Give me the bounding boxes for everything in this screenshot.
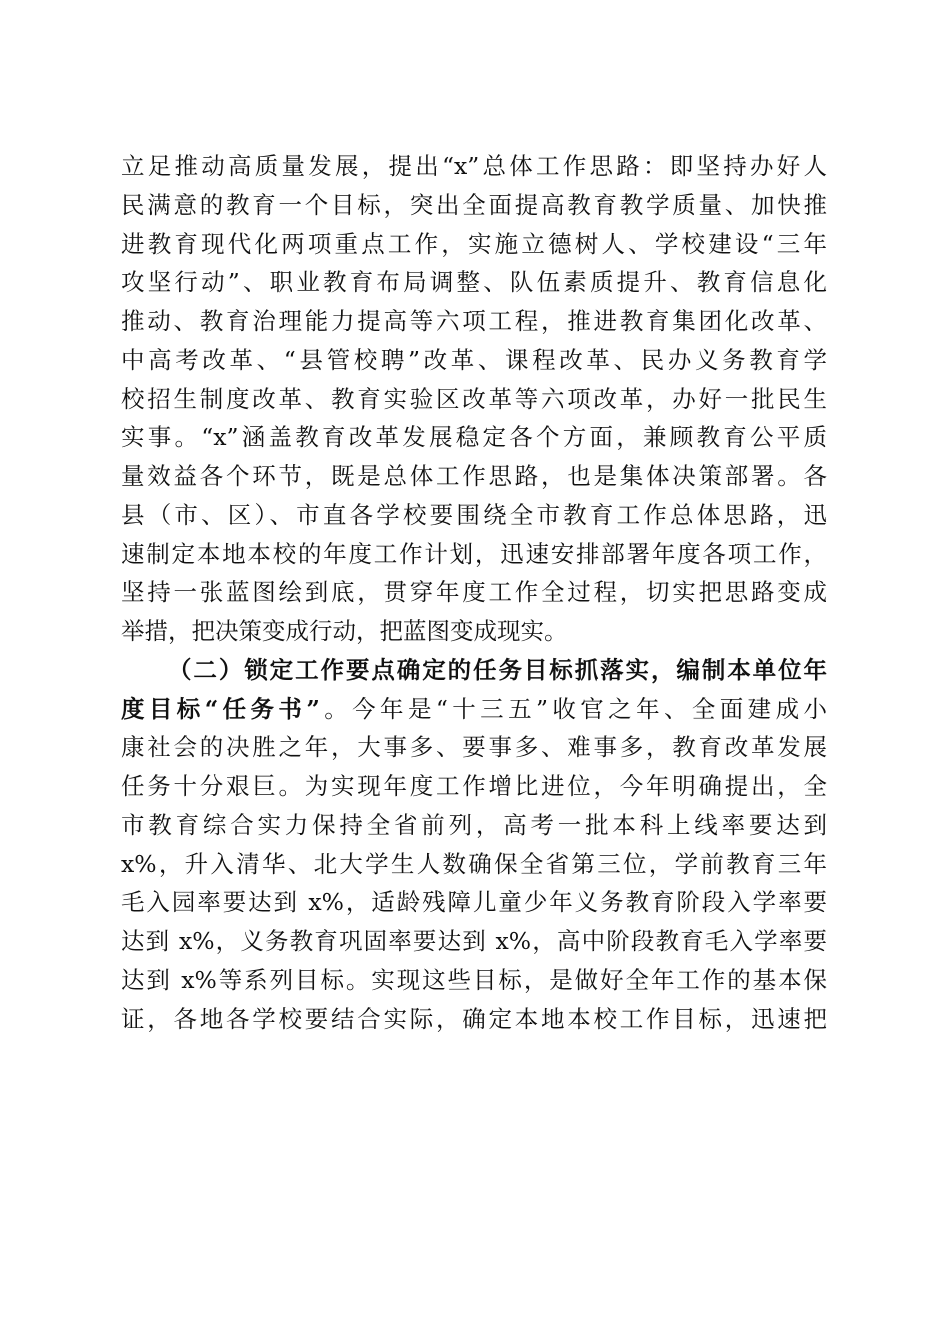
text-line: 实事。“x”涵盖教育改革发展稳定各个方面，兼顾教育公平质 <box>121 423 827 452</box>
text-line <box>121 690 827 729</box>
text-line: 达到 x%，义务教育巩固率要达到 x%，高中阶段教育毛入学率要 <box>121 927 827 955</box>
text-line: 县（市、区）、市直各学校要围绕全市教育工作总体思路，迅 <box>121 500 827 529</box>
text-line: 校招生制度改革、教育实验区改革等六项改革，办好一批民生 <box>121 384 827 413</box>
text-line: 推动、教育治理能力提高等六项工程，推进教育集团化改革、 <box>121 307 827 335</box>
section-heading-continued: 度目标“任务书” <box>121 694 320 723</box>
section-heading: （二）锁定工作要点确定的任务目标抓落实，编制本单位年 <box>168 655 827 684</box>
text-line: 进教育现代化两项重点工作，实施立德树人、学校建设“三年 <box>121 229 827 258</box>
text-line: 证，各地各学校要结合实际，确定本地本校工作目标，迅速把 <box>121 1004 827 1033</box>
text-line: 任务十分艰巨。为实现年度工作增比进位，今年明确提出，全 <box>121 772 827 800</box>
document-body <box>121 147 827 1038</box>
text-line: 坚持一张蓝图绘到底，贯穿年度工作全过程，切实把思路变成 <box>121 578 827 607</box>
paragraph-general-approach <box>121 147 827 651</box>
text-line: x%，升入清华、北大学生人数确保全省第三位，学前教育三年 <box>121 849 827 878</box>
text-line: 举措，把决策变成行动，把蓝图变成现实。 <box>121 617 568 645</box>
text-run: 。今年是“十三五”收官之年、全面建成小 <box>319 694 827 723</box>
text-line: 中高考改革、“县管校聘”改革、课程改革、民办义务教育学 <box>121 345 827 374</box>
text-line: 量效益各个环节，既是总体工作思路，也是集体决策部署。各 <box>121 462 827 490</box>
text-line: 民满意的教育一个目标，突出全面提高教育教学质量、加快推 <box>121 190 827 219</box>
paragraph-task-targets <box>121 651 827 1039</box>
text-line: 达到 x%等系列目标。实现这些目标，是做好全年工作的基本保 <box>121 965 827 994</box>
text-line: 立足推动高质量发展，提出“x”总体工作思路：即坚持办好人 <box>121 152 827 180</box>
text-line: 康社会的决胜之年，大事多、要事多、难事多，教育改革发展 <box>121 733 827 762</box>
text-line: 市教育综合实力保持全省前列，高考一批本科上线率要达到 <box>121 810 827 839</box>
text-line: 毛入园率要达到 x%，适龄残障儿童少年义务教育阶段入学率要 <box>121 888 827 917</box>
text-line: 速制定本地本校的年度工作计划，迅速安排部署年度各项工作， <box>121 539 827 568</box>
text-line: 攻坚行动”、职业教育布局调整、队伍素质提升、教育信息化 <box>121 268 827 297</box>
